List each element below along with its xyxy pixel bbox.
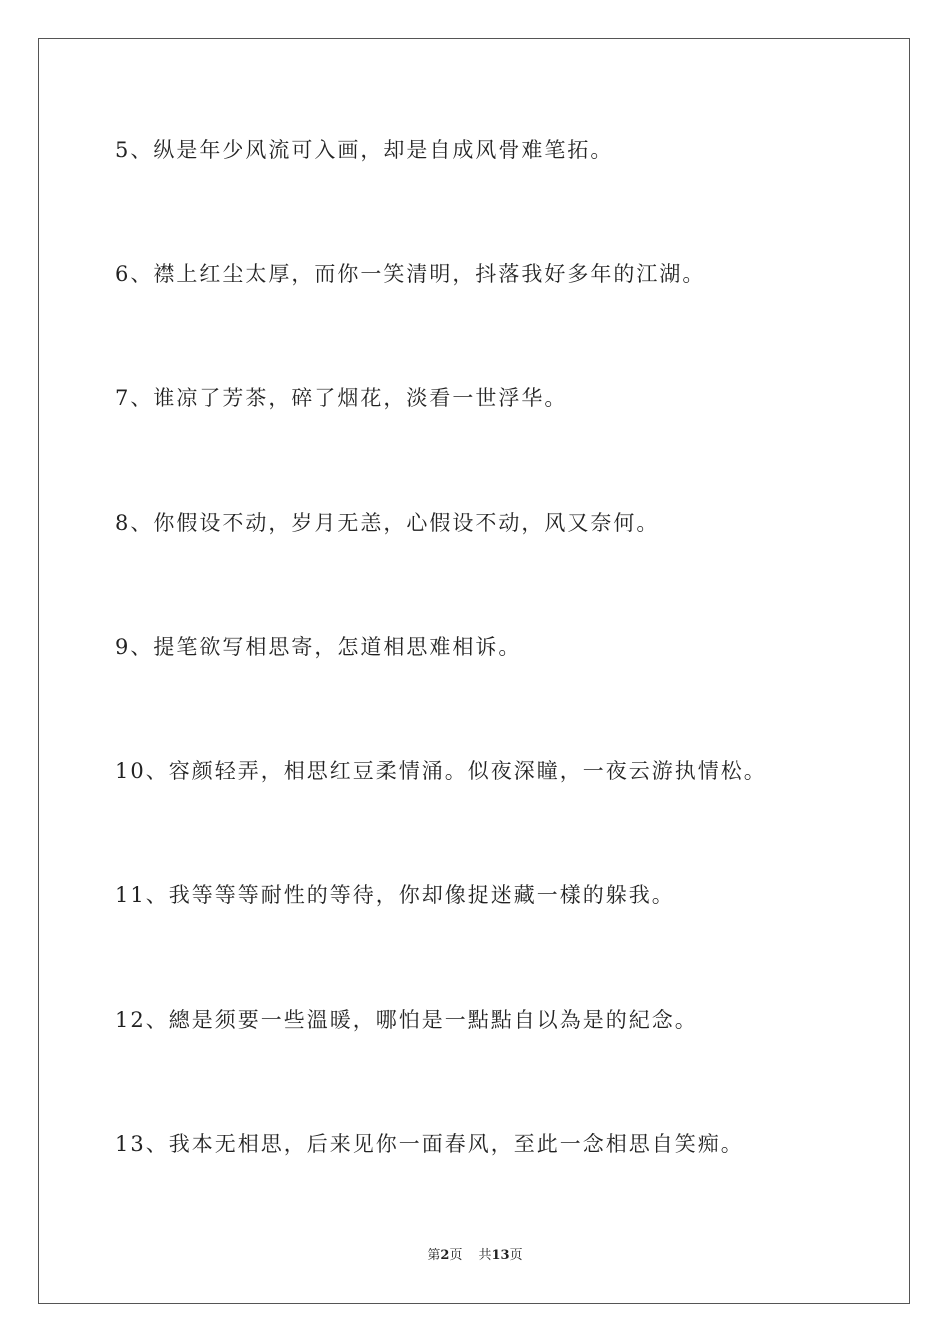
page-total: 13 bbox=[491, 1248, 510, 1263]
page-suffix: 页 bbox=[449, 1248, 463, 1263]
page-footer bbox=[0, 1249, 950, 1262]
text-line-12: 12、總是须要一些溫暖，哪怕是一點點自以為是的紀念。 bbox=[115, 1008, 698, 1032]
text-line-7: 7、谁凉了芳茶，碎了烟花，淡看一世浮华。 bbox=[115, 386, 568, 410]
page-frame bbox=[38, 38, 910, 1304]
page-current: 2 bbox=[440, 1248, 450, 1263]
page-prefix: 第 bbox=[427, 1248, 441, 1263]
text-line-11: 11、我等等等耐性的等待，你却像捉迷藏一樣的躲我。 bbox=[115, 883, 675, 907]
text-line-8: 8、你假设不动，岁月无恙，心假设不动，风又奈何。 bbox=[115, 511, 660, 535]
text-line-5: 5、纵是年少风流可入画，却是自成风骨难笔拓。 bbox=[115, 138, 614, 162]
text-line-13: 13、我本无相思，后来见你一面春风，至此一念相思自笑痴。 bbox=[115, 1132, 744, 1156]
text-line-6: 6、襟上红尘太厚，而你一笑清明，抖落我好多年的江湖。 bbox=[115, 262, 706, 286]
total-suffix: 页 bbox=[509, 1248, 523, 1263]
text-line-9: 9、提笔欲写相思寄，怎道相思难相诉。 bbox=[115, 635, 522, 659]
text-line-10: 10、容颜轻弄，相思红豆柔情涌。似夜深瞳，一夜云游执情松。 bbox=[115, 759, 767, 783]
total-prefix: 共 bbox=[478, 1248, 492, 1263]
